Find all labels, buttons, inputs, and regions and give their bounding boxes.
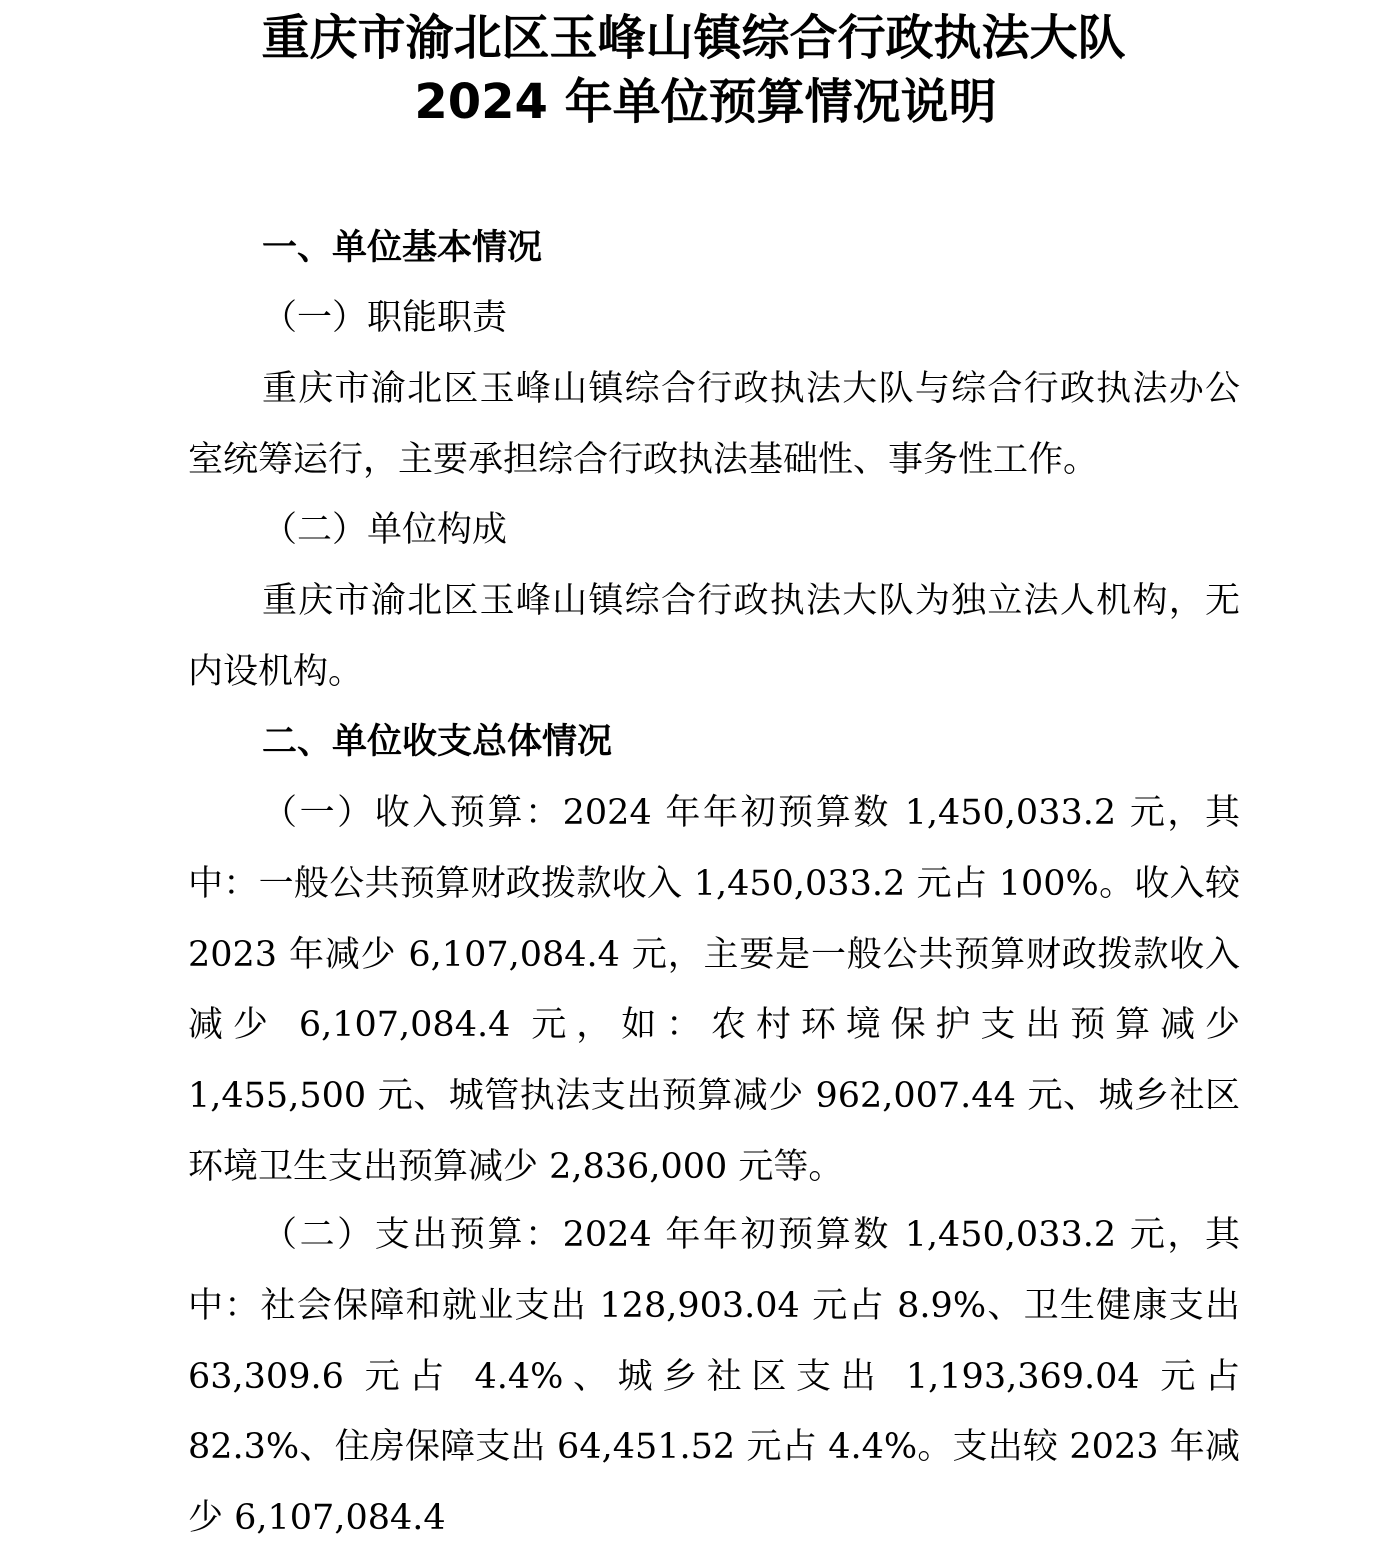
section1-sub2-paragraph: 重庆市渝北区玉峰山镇综合行政执法大队为独立法人机构，无内设机构。 [188,581,1240,692]
section1-heading: 一、单位基本情况 [262,228,543,268]
income-budget-paragraph: （一）收入预算：2024 年年初预算数 1,450,033.2 元，其中：一般公共预算财政拨款收入 1,450,033.2 元占 100%。收入较 2023 年减少 6,107,084.4 元，主要是一般公共预算财政拨款收入减少 6,107,084.4 元，如：农村环境保护支出预算减少 1,455,500 元、城管执法支出预算减少 962,007.44 元、城乡社区环境卫生支出预算减少 2,836,000 元等。 [188,793,1240,1187]
section1-sub2-heading: （二）单位构成 [262,510,508,550]
document-title-line2: 2024 年单位预算情况说明 [414,74,997,130]
expense-budget-paragraph: （二）支出预算：2024 年年初预算数 1,450,033.2 元，其中：社会保障和就业支出 128,903.04 元占 8.9%、卫生健康支出 63,309.6 元占 4.4%、城乡社区支出 1,193,369.04 元占 82.3%、住房保障支出 64,451.52 元占 4.4%。支出较 2023 年减少 6,107,084.4 [188,1215,1240,1539]
section1-sub1-paragraph: 重庆市渝北区玉峰山镇综合行政执法大队与综合行政执法办公室统筹运行，主要承担综合行政执法基础性、事务性工作。 [188,369,1240,480]
section1-sub1-heading: （一）职能职责 [262,298,508,338]
document-title-line1: 重庆市渝北区玉峰山镇综合行政执法大队 [261,10,1126,66]
section2-heading: 二、单位收支总体情况 [262,722,613,762]
